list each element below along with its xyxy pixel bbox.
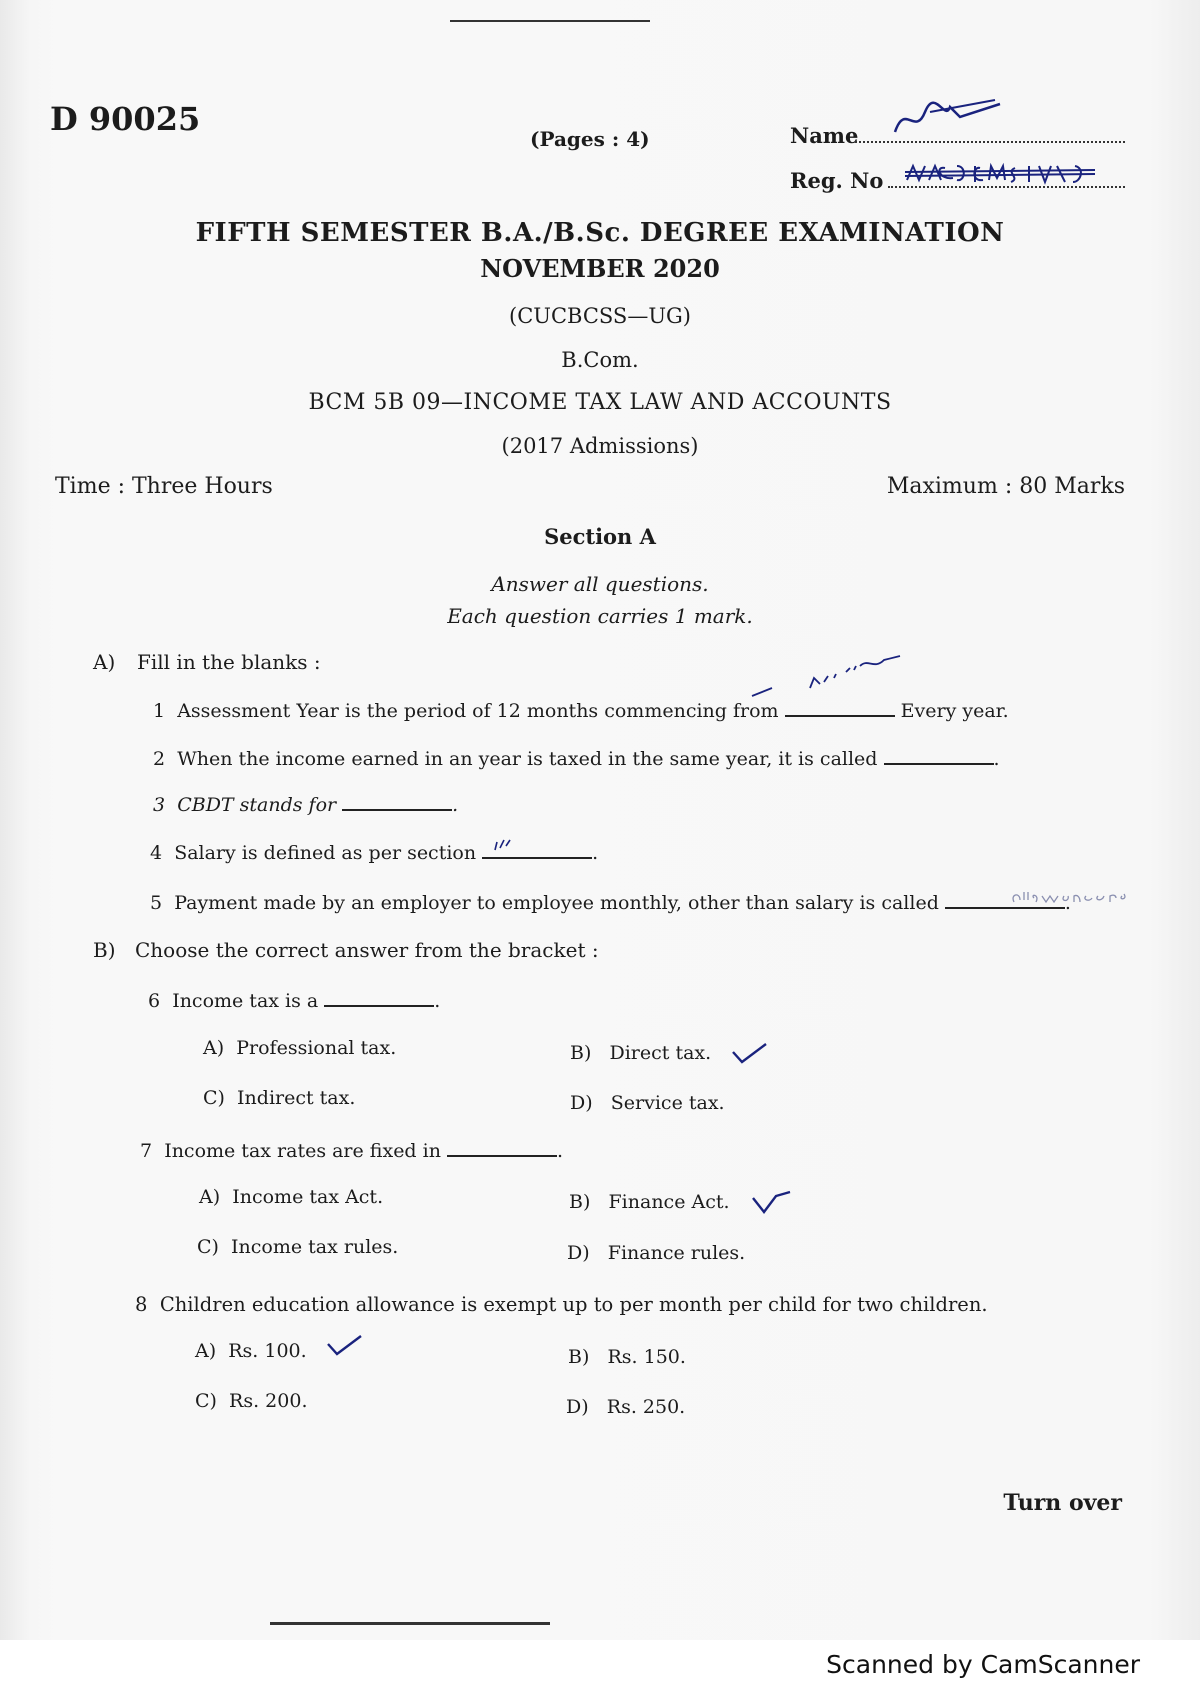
turn-over-note: Turn over xyxy=(1003,1490,1122,1516)
scan-edge-line-bottom xyxy=(270,1622,550,1625)
q7-option-d-letter: D) xyxy=(567,1242,590,1264)
q6-checkmark-icon xyxy=(730,1040,770,1066)
q6-blank xyxy=(324,988,434,1007)
q8-option-a-text: Rs. 100. xyxy=(228,1340,307,1362)
q1-text: Assessment Year is the period of 12 months commencing from xyxy=(177,700,779,723)
q3-number: 3 xyxy=(153,794,166,817)
q2-blank xyxy=(884,746,994,765)
paper-code: D 90025 xyxy=(50,100,201,138)
q6-option-b xyxy=(570,1042,711,1064)
q8-checkmark-icon xyxy=(325,1332,365,1358)
q5: 5 Payment made by an employer to employee monthly, other than salary is called . xyxy=(150,890,1071,914)
q7-option-a-letter: A) xyxy=(199,1186,221,1208)
q6-option-a-text: Professional tax. xyxy=(236,1037,397,1059)
q7-option-a-text: Income tax Act. xyxy=(232,1186,384,1208)
q8-option-c-text: Rs. 200. xyxy=(229,1390,308,1412)
name-handwriting xyxy=(890,92,1010,142)
q8-option-d-letter: D) xyxy=(566,1396,589,1418)
exam-title: FIFTH SEMESTER B.A./B.Sc. DEGREE EXAMINATION xyxy=(195,218,1005,248)
q6-option-c-letter: C) xyxy=(203,1087,225,1109)
q7-option-b-text: Finance Act. xyxy=(608,1191,730,1213)
q6-option-a xyxy=(203,1037,396,1059)
section-title: Section A xyxy=(544,524,656,549)
q8-option-a xyxy=(195,1340,307,1362)
q1-handwritten-answer xyxy=(750,648,910,704)
q6-option-b-letter: B) xyxy=(570,1042,592,1064)
q1-number: 1 xyxy=(153,700,166,723)
pages-count: (Pages : 4) xyxy=(530,127,650,151)
q7-checkmark-icon xyxy=(750,1190,794,1216)
q8-option-d xyxy=(566,1396,685,1418)
q8-option-d-text: Rs. 250. xyxy=(606,1396,686,1418)
q6-number: 6 xyxy=(148,990,161,1013)
q7-number: 7 xyxy=(140,1140,153,1163)
q8-option-c xyxy=(195,1390,308,1412)
q8-number: 8 xyxy=(135,1293,148,1316)
q7-option-c xyxy=(197,1236,398,1258)
q7-option-a xyxy=(199,1186,383,1208)
q7-option-c-letter: C) xyxy=(197,1236,219,1258)
q8 xyxy=(135,1293,988,1316)
q5-handwritten-answer xyxy=(1010,886,1130,908)
regno-handwriting xyxy=(905,160,1105,188)
q4-number: 4 xyxy=(150,842,163,865)
course-name: B.Com. xyxy=(561,348,639,372)
q7-blank xyxy=(447,1138,557,1157)
q5-text: Payment made by an employer to employee monthly, other than salary is called xyxy=(174,892,939,915)
q7-option-c-text: Income tax rules. xyxy=(231,1236,399,1258)
q7-option-b xyxy=(569,1191,730,1213)
q8-option-a-letter: A) xyxy=(195,1340,217,1362)
q4-text: Salary is defined as per section xyxy=(174,842,477,865)
q2-number: 2 xyxy=(153,748,166,771)
q2: 2 When the income earned in an year is taxed in the same year, it is called . xyxy=(153,746,1000,770)
q3-blank xyxy=(342,792,452,811)
q7-option-d-text: Finance rules. xyxy=(607,1242,746,1264)
q3: 3 CBDT stands for . xyxy=(153,792,458,816)
maximum-marks: Maximum : 80 Marks xyxy=(886,474,1125,499)
q8-option-b xyxy=(568,1346,686,1368)
exam-month: NOVEMBER 2020 xyxy=(480,254,720,283)
q6-text: Income tax is a xyxy=(172,990,319,1013)
admission-year: (2017 Admissions) xyxy=(501,434,699,458)
q7-option-b-letter: B) xyxy=(569,1191,591,1213)
q4: 4 Salary is defined as per section . xyxy=(150,840,598,864)
camscanner-watermark: Scanned by CamScanner xyxy=(826,1650,1140,1679)
q4-handwritten-answer xyxy=(492,836,522,856)
q6-option-c-text: Indirect tax. xyxy=(237,1087,356,1109)
section-instruction-2: Each question carries 1 mark. xyxy=(447,604,753,628)
paper-title: BCM 5B 09—INCOME TAX LAW AND ACCOUNTS xyxy=(308,390,892,415)
exam-scheme: (CUCBCSS—UG) xyxy=(509,304,691,328)
q6-option-d-letter: D) xyxy=(570,1092,593,1114)
part-b-heading: Choose the correct answer from the bracket : xyxy=(135,938,599,962)
q7: 7 Income tax rates are fixed in . xyxy=(140,1138,563,1162)
q8-option-c-letter: C) xyxy=(195,1390,217,1412)
q6-option-b-text: Direct tax. xyxy=(609,1042,712,1064)
part-a-label: A) xyxy=(93,650,116,674)
section-instruction-1: Answer all questions. xyxy=(491,572,709,596)
q3-text: CBDT stands for xyxy=(177,794,337,817)
q8-option-b-letter: B) xyxy=(568,1346,590,1368)
q6: 6 Income tax is a . xyxy=(148,988,440,1012)
q6-option-d xyxy=(570,1092,725,1114)
q1-text-end: Every year. xyxy=(900,700,1009,723)
regno-label: Reg. No xyxy=(790,168,884,193)
q5-number: 5 xyxy=(150,892,163,915)
q7-option-d xyxy=(567,1242,745,1264)
time-allowed: Time : Three Hours xyxy=(55,474,273,499)
part-a-heading: Fill in the blanks : xyxy=(137,650,321,674)
q2-text: When the income earned in an year is taxed in the same year, it is called xyxy=(177,748,878,771)
q8-text: Children education allowance is exempt up to per month per child for two children. xyxy=(159,1293,988,1316)
q6-option-a-letter: A) xyxy=(203,1037,225,1059)
part-b-label: B) xyxy=(93,938,116,962)
name-label: Name xyxy=(790,123,859,148)
q6-option-c xyxy=(203,1087,355,1109)
q8-option-b-text: Rs. 150. xyxy=(607,1346,686,1368)
q7-text: Income tax rates are fixed in xyxy=(164,1140,441,1163)
q6-option-d-text: Service tax. xyxy=(610,1092,725,1114)
scan-edge-line xyxy=(450,20,650,22)
